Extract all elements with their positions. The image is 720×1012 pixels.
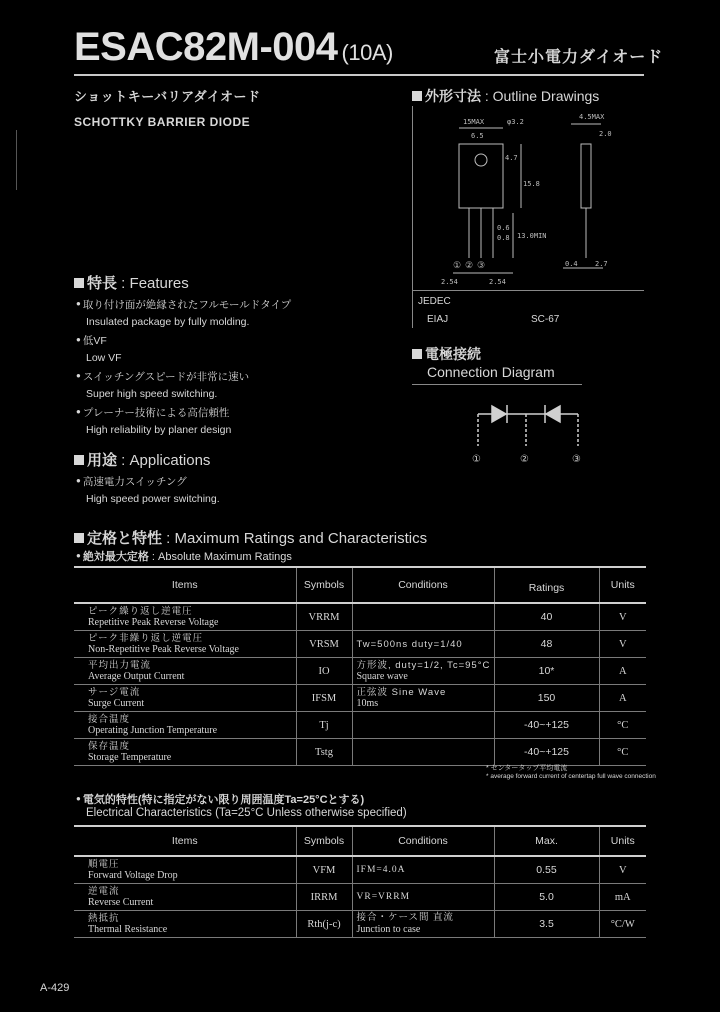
unit: °C: [599, 739, 646, 766]
ratings-title-en: Maximum Ratings and Characteristics: [174, 530, 428, 547]
application-en: High speed power switching.: [86, 493, 220, 505]
col-header: Symbols: [296, 567, 352, 603]
table-header-row: [74, 826, 646, 856]
item-en: Surge Current: [88, 697, 145, 709]
feature-en: High reliability by planer design: [86, 424, 232, 436]
section-marker-icon: [74, 533, 84, 543]
diode-1-icon: [492, 406, 506, 422]
dim-tab: 6.5: [471, 132, 484, 140]
rating-value: 10*: [494, 658, 599, 685]
part-number-title: [74, 25, 393, 70]
connection-pin-2: ②: [520, 454, 529, 465]
part-number: ESAC82M-004: [74, 25, 338, 69]
unit: V: [599, 856, 646, 884]
dim-thickness: 4.5MAX: [579, 113, 605, 121]
col-header: Items: [74, 567, 296, 603]
footnote-jp: * センタータップ平均電流: [486, 765, 568, 772]
item-en: Reverse Current: [88, 896, 154, 908]
diode-2-icon: [546, 406, 560, 422]
dim-pitch: 2.54: [441, 278, 458, 286]
col-header: Units: [599, 567, 646, 603]
dim-side-lead: 0.4: [565, 260, 578, 268]
unit: °C: [599, 712, 646, 739]
max-value: 5.0: [494, 884, 599, 911]
page-number: A-429: [40, 982, 70, 994]
outline-title-en: Outline Drawings: [492, 88, 600, 104]
outline-jedec-rule: [412, 290, 644, 291]
condition: IFM=4.0A: [356, 864, 406, 875]
rating-value: -40~+125: [494, 712, 599, 739]
table-row: [74, 685, 646, 712]
dim-body-height: 15.8: [523, 180, 540, 188]
dim-width: 15MAX: [463, 118, 485, 126]
abs-ratings-title-jp: ● 絶対最大定格: [76, 551, 149, 563]
col-header: Conditions: [352, 826, 494, 856]
features-title-en: Features: [129, 275, 189, 292]
outline-title-jp: 外形寸法: [425, 88, 481, 104]
abs-ratings-title-en: Absolute Maximum Ratings: [158, 551, 292, 563]
item-en: Thermal Resistance: [88, 923, 168, 935]
item-en: Forward Voltage Drop: [88, 869, 178, 881]
table-row: [74, 658, 646, 685]
symbol: IO: [296, 658, 352, 685]
electrical-title-en: Electrical Characteristics (Ta=25°C Unless otherwise specified): [86, 807, 407, 819]
outline-title: 外形寸法 : Outline Drawings: [412, 86, 599, 106]
unit: °C/W: [599, 911, 646, 938]
application-jp: ● 高速電力スイッチング: [76, 472, 220, 491]
item-en: Repetitive Peak Reverse Voltage: [88, 616, 219, 628]
dim-side-offset: 2.7: [595, 260, 608, 268]
condition: Junction to case: [356, 923, 421, 935]
connection-title-en: Connection Diagram: [427, 364, 555, 380]
symbol: VRSM: [296, 631, 352, 658]
eiaj-value: SC-67: [531, 314, 560, 325]
rating-value: 150: [494, 685, 599, 712]
package-body-side: [581, 144, 591, 208]
connection-title: [412, 344, 481, 364]
section-marker-icon: [74, 278, 84, 288]
jedec-label: JEDEC: [418, 296, 451, 307]
section-marker-icon: [412, 349, 422, 359]
applications-list: [76, 472, 220, 508]
condition: 接合・ケース間 直流: [356, 912, 454, 923]
dim-hole: φ3.2: [507, 118, 524, 126]
table-row: [74, 884, 646, 911]
electrical-title-jp-text: ● 電気的特性(特に指定がない限り周囲温度Ta=25°Cとする): [76, 794, 364, 806]
item-jp: 平均出力電流: [88, 659, 152, 671]
eiaj-label: EIAJ: [427, 314, 449, 325]
symbol: Tstg: [296, 739, 352, 766]
table-row: [74, 911, 646, 938]
unit: A: [599, 685, 646, 712]
dim-tab-thickness: 2.0: [599, 130, 612, 138]
current-rating: (10A): [341, 40, 393, 65]
unit: A: [599, 658, 646, 685]
outline-pin-2: ②: [465, 261, 474, 271]
dim-lead-length: 13.0MIN: [517, 232, 547, 240]
applications-title: 用途 : Applications: [74, 449, 210, 470]
item-jp: 逆電流: [88, 885, 120, 897]
item-en: Non-Repetitive Peak Reverse Voltage: [88, 643, 239, 655]
unit: V: [599, 603, 646, 631]
item-jp: 順電圧: [88, 858, 120, 870]
col-header: Conditions: [352, 567, 494, 603]
condition: Tw=500ns duty=1/40: [356, 638, 463, 650]
condition: 10ms: [356, 697, 379, 709]
col-header: Items: [74, 826, 296, 856]
feature-jp: ● スイッチングスピードが非常に速い: [76, 367, 291, 386]
header-rule: [74, 74, 644, 76]
symbol: IFSM: [296, 685, 352, 712]
dim-pitch-2: 2.54: [489, 278, 506, 286]
item-jp: 保存温度: [88, 740, 131, 752]
table-header-row: [74, 567, 646, 603]
col-header: Ratings: [494, 567, 599, 603]
unit: mA: [599, 884, 646, 911]
table-row: [74, 739, 646, 766]
item-jp: サージ電流: [88, 686, 141, 698]
col-header: Max.: [494, 826, 599, 856]
item-en: Operating Junction Temperature: [88, 724, 218, 736]
item-jp: ピーク非繰り返し逆電圧: [88, 632, 204, 644]
features-list: [76, 295, 291, 439]
outline-pin-1: ①: [453, 261, 462, 271]
max-value: 0.55: [494, 856, 599, 884]
device-type-jp: ショットキーバリアダイオード: [74, 89, 261, 104]
connection-title-jp: 電極接続: [425, 346, 481, 362]
condition: 正弦波 Sine Wave: [356, 686, 447, 698]
unit: V: [599, 631, 646, 658]
condition: 方形波, duty=1/2, Tc=95°C: [356, 659, 491, 671]
col-header: Units: [599, 826, 646, 856]
applications-title-en: Applications: [129, 452, 211, 469]
footnote-en: * average forward current of centertap full wave connection: [486, 773, 656, 780]
item-en: Average Output Current: [88, 670, 185, 682]
ratings-title-jp: 定格と特性: [87, 530, 163, 547]
jp-category: 富士小電力ダイオード: [494, 49, 664, 66]
outline-drawing: [413, 108, 643, 290]
symbol: Rth(j-c): [296, 911, 352, 938]
feature-jp: ● 取り付け面が絶縁されたフルモールドタイプ: [76, 295, 291, 314]
outline-pin-3: ③: [477, 261, 486, 271]
condition: Square wave: [356, 670, 408, 682]
electrical-table: [74, 825, 646, 938]
dim-lead-width-2: 0.8: [497, 234, 510, 242]
connection-rule: [412, 384, 582, 385]
rating-value: -40~+125: [494, 739, 599, 766]
device-type-en: SCHOTTKY BARRIER DIODE: [74, 115, 251, 129]
condition: VR=VRRM: [356, 891, 411, 902]
col-header: Symbols: [296, 826, 352, 856]
mounting-hole: [475, 154, 487, 166]
item-jp: ピーク繰り返し逆電圧: [88, 605, 193, 617]
feature-jp: ● プレーナー技術による高信頼性: [76, 403, 291, 422]
margin-mark: [16, 130, 17, 190]
feature-en: Low VF: [86, 352, 122, 364]
feature-en: Insulated package by fully molding.: [86, 316, 250, 328]
connection-diagram: [470, 400, 590, 470]
symbol: VFM: [296, 856, 352, 884]
max-value: 3.5: [494, 911, 599, 938]
abs-ratings-table: [74, 566, 646, 766]
rating-value: 48: [494, 631, 599, 658]
item-en: Storage Temperature: [88, 751, 172, 763]
item-jp: 接合温度: [88, 713, 131, 725]
item-jp: 熱抵抗: [88, 912, 120, 924]
features-title-jp: 特長: [87, 275, 118, 292]
ratings-title: 定格と特性 : Maximum Ratings and Characteristics: [74, 527, 427, 548]
symbol: Tj: [296, 712, 352, 739]
electrical-title-jp: [76, 791, 364, 807]
table-row: [74, 712, 646, 739]
symbol: VRRM: [296, 603, 352, 631]
dim-hole-height: 4.7: [505, 154, 518, 162]
feature-jp: ● 低VF: [76, 331, 291, 350]
applications-title-jp: 用途: [87, 452, 118, 469]
section-marker-icon: [412, 91, 422, 101]
abs-ratings-subtitle: ● 絶対最大定格 : Absolute Maximum Ratings: [76, 548, 292, 564]
rating-value: 40: [494, 603, 599, 631]
symbol: IRRM: [296, 884, 352, 911]
features-title: 特長 : Features: [74, 272, 189, 293]
table-row: [74, 856, 646, 884]
connection-pin-3: ③: [572, 454, 581, 465]
dim-lead-width: 0.6: [497, 224, 510, 232]
connection-pin-1: ①: [472, 454, 481, 465]
table-row: [74, 603, 646, 631]
feature-en: Super high speed switching.: [86, 388, 218, 400]
section-marker-icon: [74, 455, 84, 465]
table-row: [74, 631, 646, 658]
